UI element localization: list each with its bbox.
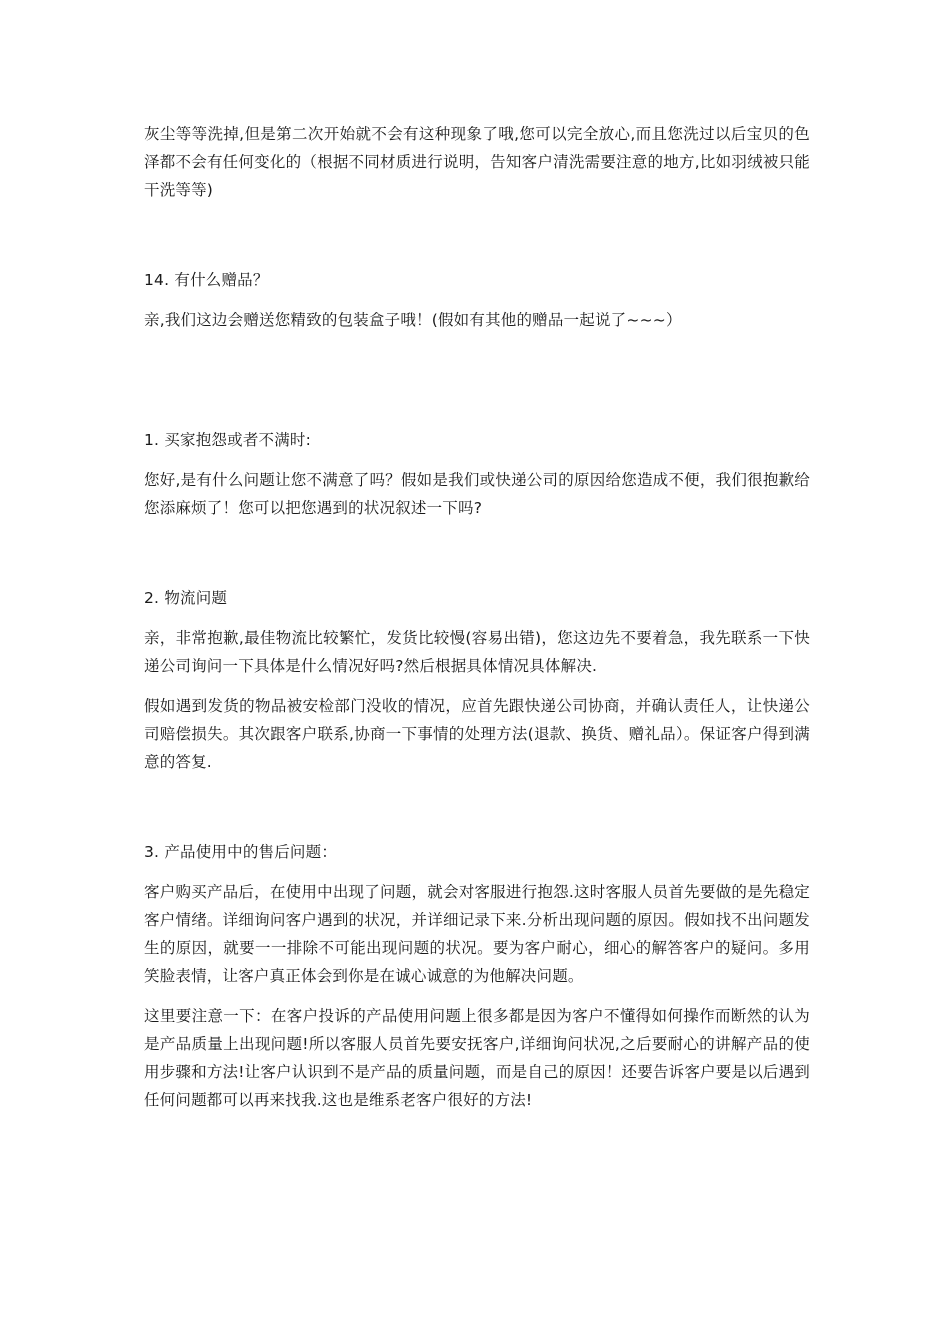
heading-section-3: 3. 产品使用中的售后问题： — [144, 843, 338, 861]
spacer — [144, 334, 810, 426]
document-body — [144, 120, 810, 1114]
heading-section-2: 2. 物流问题 — [144, 589, 228, 607]
spacer — [144, 612, 810, 624]
spacer — [144, 204, 810, 266]
heading-q14: 14. 有什么赠品？ — [144, 271, 269, 289]
paragraph-section-2-answer-1: 亲，非常抱歉,最佳物流比较繁忙，发货比较慢(容易出错)，您这边先不要着急，我先联系一下快递公司询问一下具体是什么情况好吗?然后根据具体情况具体解决. — [144, 629, 810, 675]
spacer — [144, 454, 810, 466]
spacer — [144, 680, 810, 692]
spacer — [144, 990, 810, 1002]
paragraph-q14-answer: 亲,我们这边会赠送您精致的包装盒子哦！(假如有其他的赠品一起说了~~~） — [144, 311, 682, 329]
spacer — [144, 866, 810, 878]
paragraph-section-2-answer-2: 假如遇到发货的物品被安检部门没收的情况，应首先跟快递公司协商，并确认责任人，让快递公司赔偿损失。其次跟客户联系,协商一下事情的处理方法(退款、换货、赠礼品）。保证客户得到满意的答复. — [144, 697, 810, 771]
paragraph-intro-continued: 灰尘等等洗掉,但是第二次开始就不会有这种现象了哦,您可以完全放心,而且您洗过以后宝贝的色泽都不会有任何变化的（根据不同材质进行说明，告知客户清洗需要注意的地方,比如羽绒被只能干洗等等) — [144, 125, 810, 199]
paragraph-section-3-answer-1: 客户购买产品后，在使用中出现了问题，就会对客服进行抱怨.这时客服人员首先要做的是先稳定客户情绪。详细询问客户遇到的状况，并详细记录下来.分析出现问题的原因。假如找不出问题发生的原因，就要一一排除不可能出现问题的状况。要为客户耐心，细心的解答客户的疑问。多用笑脸表情，让客户真正体会到你是在诚心诚意的为他解决问题。 — [144, 883, 810, 985]
paragraph-section-3-answer-2: 这里要注意一下：在客户投诉的产品使用问题上很多都是因为客户不懂得如何操作而断然的认为是产品质量上出现问题!所以客服人员首先要安抚客户,详细询问状况,之后要耐心的讲解产品的使用步骤和方法!让客户认识到不是产品的质量问题，而是自己的原因！还要告诉客户要是以后遇到任何问题都可以再来找我.这也是维系老客户很好的方法! — [144, 1007, 810, 1109]
spacer — [144, 776, 810, 838]
heading-section-1: 1. 买家抱怨或者不满时: — [144, 431, 312, 449]
spacer — [144, 294, 810, 306]
spacer — [144, 522, 810, 584]
paragraph-section-1-answer: 您好,是有什么问题让您不满意了吗？假如是我们或快递公司的原因给您造成不便，我们很抱歉给您添麻烦了！您可以把您遇到的状况叙述一下吗? — [144, 471, 810, 517]
